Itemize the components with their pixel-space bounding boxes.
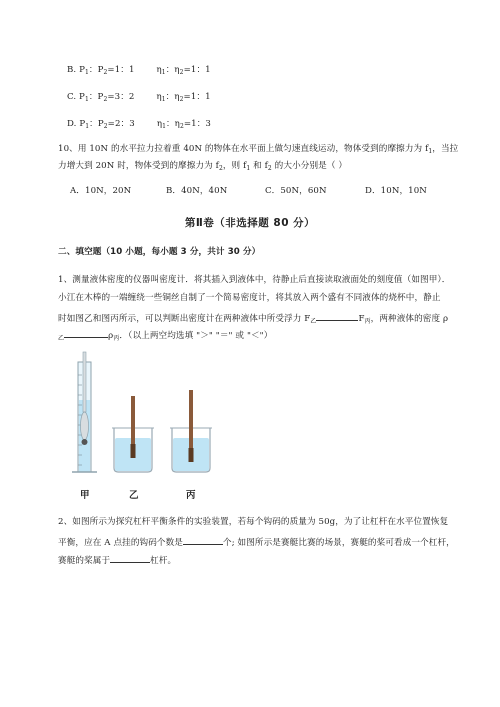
answer-blank-4[interactable]: [110, 554, 150, 563]
q9-option-b: B. $P_1$：$P_2=1$：1 $\eta_1$：$\eta_2=1$：1: [67, 65, 211, 76]
q1-line-2: 小江在木棒的一端缠绕一些铜丝自制了一个简易密度计，将其放入两个盛有不同液体的烧杯中，静止: [58, 293, 441, 303]
answer-blank-1[interactable]: [316, 312, 358, 321]
q1-line-4: $_乙$ $\rho_丙$．（以上两空均选填 "＞" "＝" 或 "＜"）: [58, 331, 273, 342]
answer-blank-3[interactable]: [183, 536, 223, 545]
q10-option-c: C．50N，60N: [265, 186, 327, 196]
q10-option-a: A．10N，20N: [70, 186, 132, 196]
hydrometer-figure: [60, 350, 230, 485]
figure-label-bing: 丙: [186, 490, 196, 501]
cylinder-jia: [72, 352, 97, 472]
q9-option-c: C. $P_1$：$P_2=3$：2 $\eta_1$：$\eta_2=1$：1: [67, 92, 211, 103]
beaker-yi: [112, 396, 154, 472]
q10-option-b: B．40N，40N: [166, 186, 228, 196]
q10-line-1: 10、用 10N 的水平拉力拉着重 40N 的物体在水平面上做匀速直线运动，物体受到的摩擦力为 $f_1$，当拉: [58, 144, 459, 155]
q2-line-1: 2、如图所示为探究杠杆平衡条件的实验装置，若每个钩码的质量为 50g，为了让杠杆在水平位置恢复: [58, 517, 449, 527]
q10-option-d: D．10N，10N: [365, 186, 427, 196]
q2-line-3: 赛艇的桨属于 杠杆。: [58, 556, 177, 566]
section-fill-blank-title: 二、填空题（10 小题，每小题 3 分，共计 30 分）: [58, 247, 261, 257]
q2-line-2: 平衡，应在 A 点挂的钩码个数是 个; 如图所示是赛艇比赛的场景，赛艇的桨可看成一个杠杆，: [58, 538, 455, 548]
figure-label-yi: 乙: [129, 490, 139, 501]
q1-line-3: 时如图乙和图丙所示，可以判断出密度计在两种液体中所受浮力 $F_乙$ $F_丙$，两种液体的密度 ρ: [58, 314, 449, 325]
answer-blank-2[interactable]: [64, 329, 108, 338]
part-two-heading: 第Ⅱ卷（非选择题 80 分）: [184, 217, 316, 229]
q9-option-d: D. $P_1$：$P_2=2$：3 $\eta_1$：$\eta_2=1$：3: [67, 119, 211, 130]
figure-label-jia: 甲: [80, 490, 90, 501]
q1-line-1: 1、测量液体密度的仪器叫密度计．将其插入到液体中，待静止后直接读取液面处的刻度值（如图甲）．: [58, 275, 451, 285]
beaker-bing: [170, 390, 212, 472]
q10-line-2: 力增大到 20N 时，物体受到的摩擦力为 $f_2$，则 $f_1$ 和 $f_2$ 的大小分别是（ ）: [58, 161, 348, 172]
